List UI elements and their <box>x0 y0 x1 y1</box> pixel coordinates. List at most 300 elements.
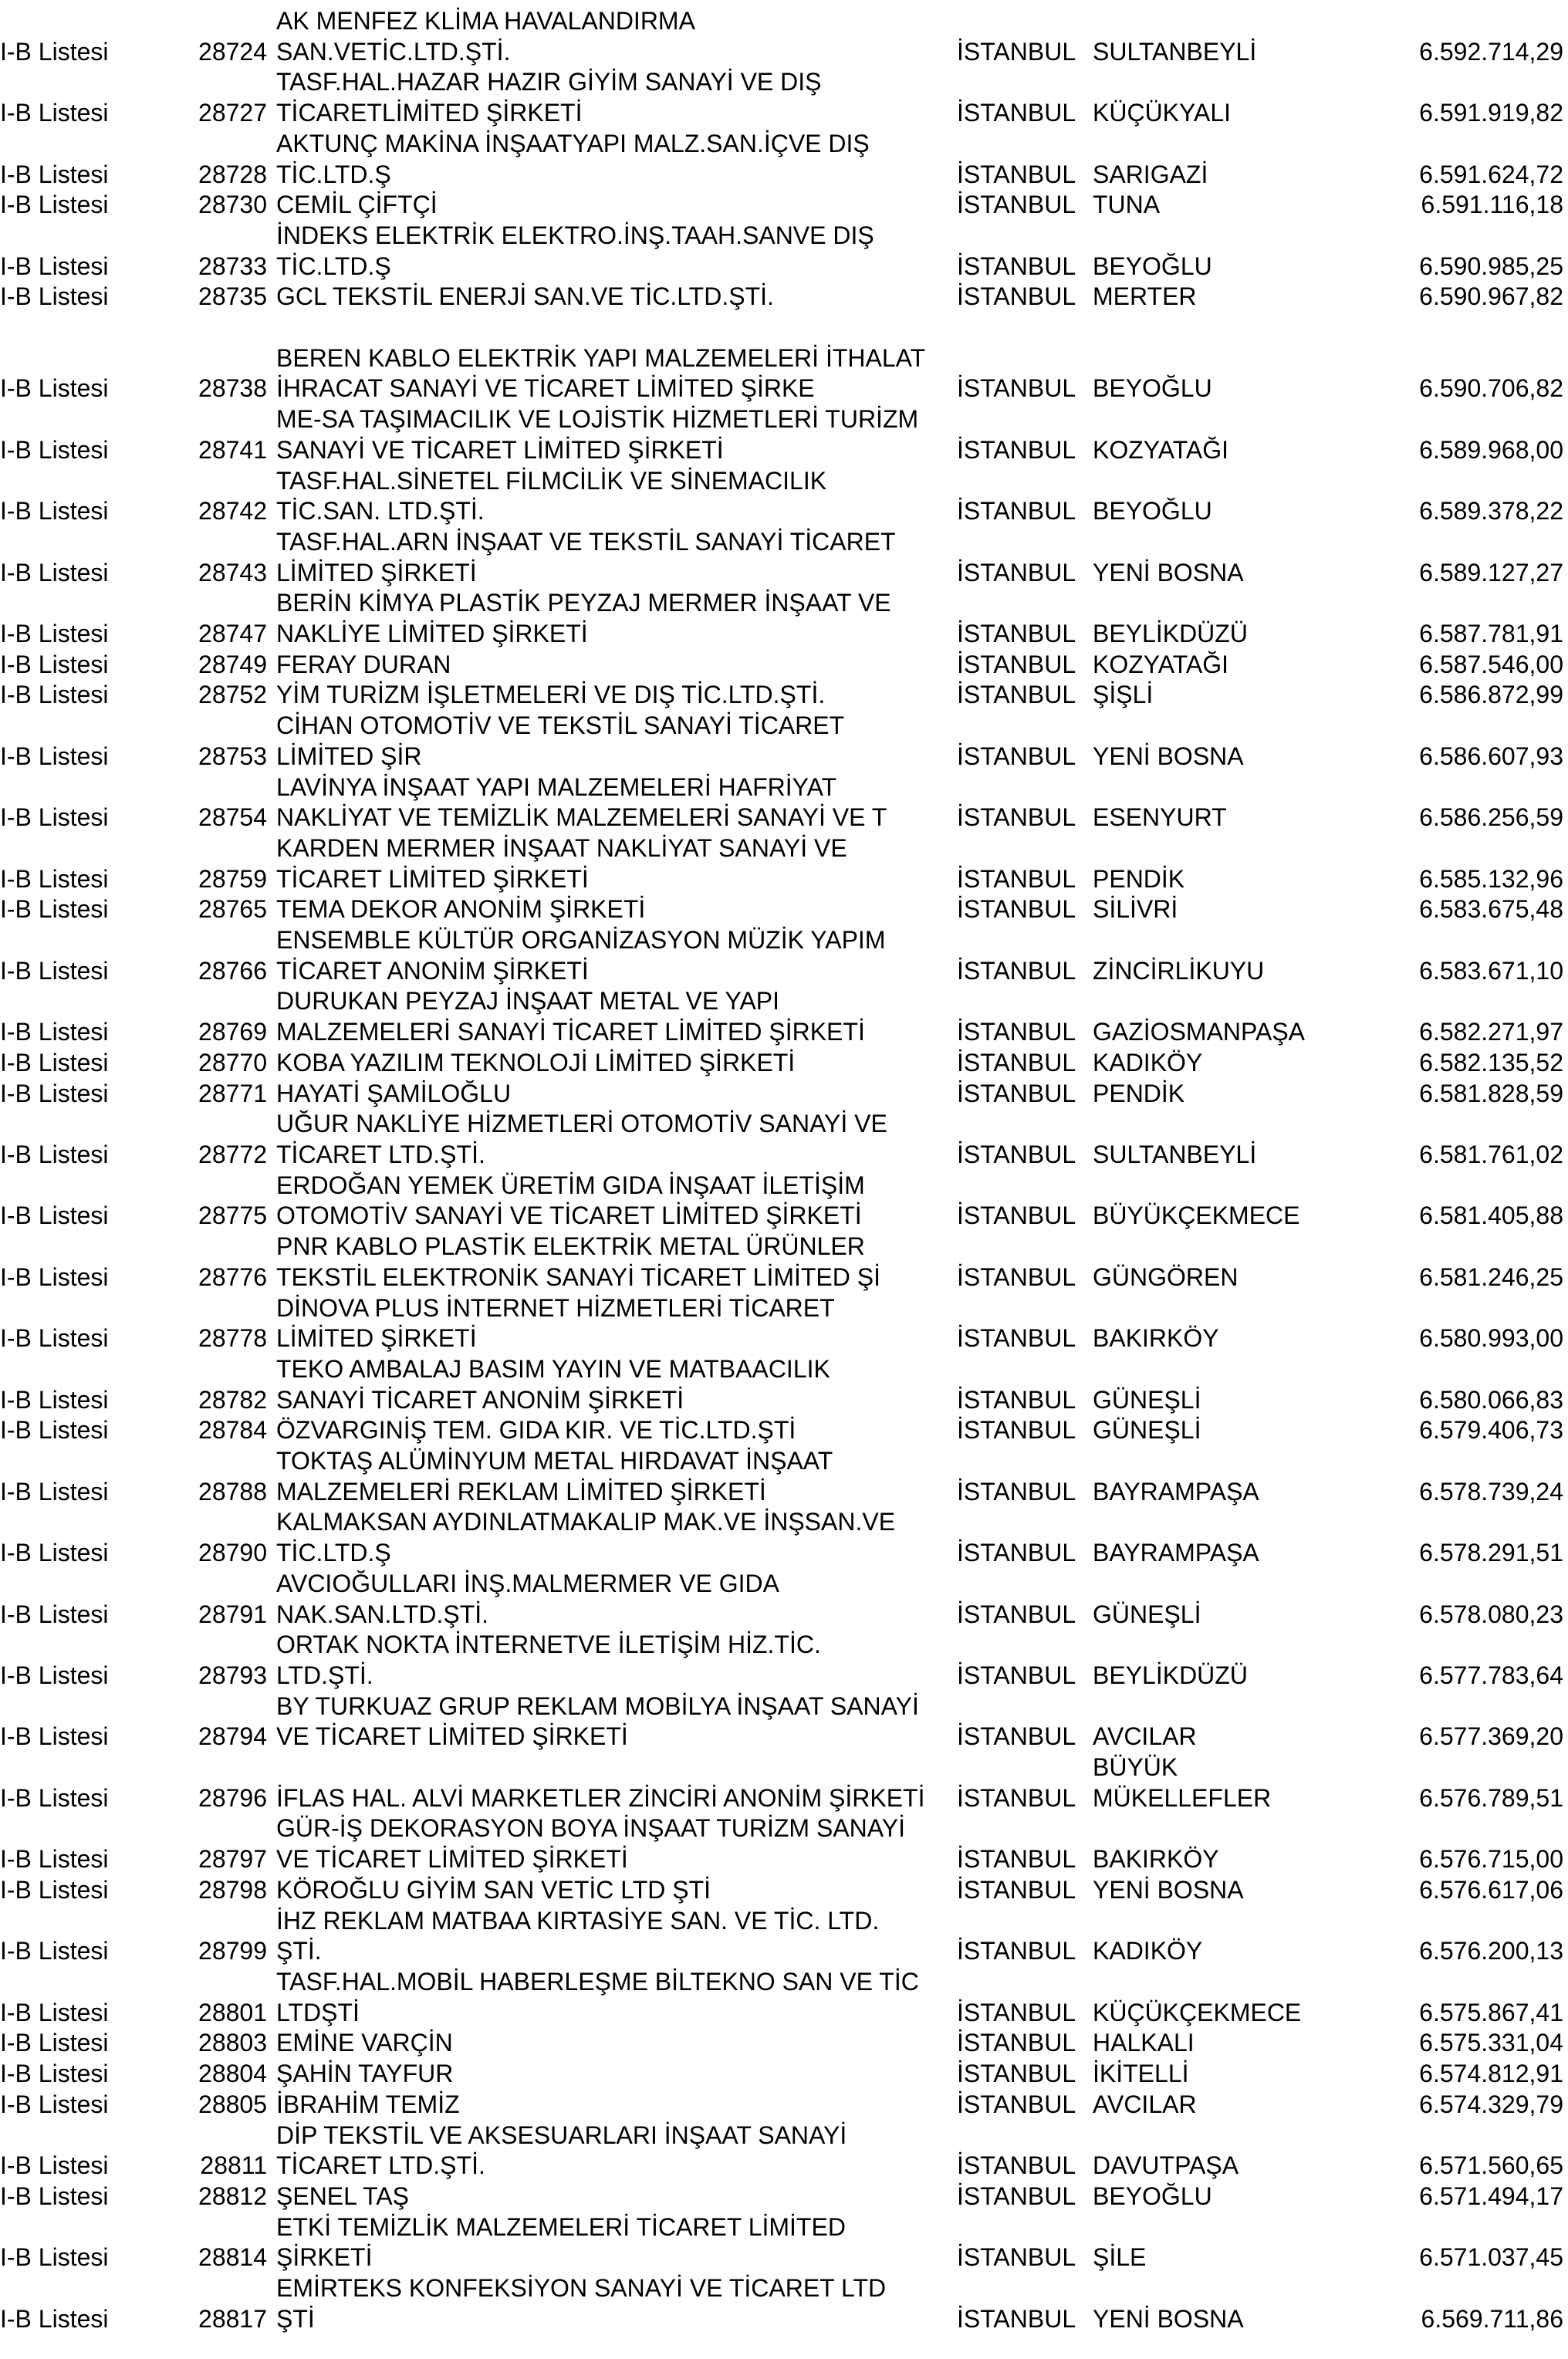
district-cell <box>1093 2242 1401 2273</box>
city-cell: İSTANBUL <box>957 1048 1076 1076</box>
district-line: YENİ BOSNA <box>1093 742 1244 770</box>
record-number-cell: 28733 <box>198 252 267 280</box>
district-line: BEYOĞLU <box>1093 497 1212 526</box>
district-cell <box>1093 2090 1401 2121</box>
company-name-line: FERAY DURAN <box>276 650 451 678</box>
list-name-cell: I-B Listesi <box>0 1722 109 1751</box>
city-cell: İSTANBUL <box>957 1262 1076 1291</box>
company-name-line: TEKSTİL ELEKTRONİK SANAYİ TİCARET LİMİTED Şİ <box>276 1262 880 1291</box>
company-name-line: KÖROĞLU GİYİM SAN VETİC LTD ŞTİ <box>276 1875 711 1904</box>
city-cell: İSTANBUL <box>957 1722 1076 1751</box>
list-name-cell: I-B Listesi <box>0 864 109 893</box>
city-cell: İSTANBUL <box>957 956 1076 985</box>
record-row <box>0 282 1568 313</box>
amount-cell: 6.582.271,97 <box>1419 1018 1563 1046</box>
district-cell <box>1093 2059 1401 2090</box>
record-row <box>0 1569 1568 1630</box>
record-number-cell: 28728 <box>198 160 267 188</box>
record-number-cell: 28771 <box>198 1079 267 1107</box>
amount-cell: 6.591.919,82 <box>1419 99 1563 127</box>
record-list <box>0 6 1568 2334</box>
district-line: ZİNCİRLİKUYU <box>1093 956 1265 985</box>
record-row <box>0 1692 1568 1752</box>
list-name-cell: I-B Listesi <box>0 1141 109 1168</box>
city-cell: İSTANBUL <box>957 803 1076 832</box>
company-name-line: TOKTAŞ ALÜMİNYUM METAL HIRDAVAT İNŞAAT <box>276 1447 833 1475</box>
city-cell: İSTANBUL <box>957 282 1076 311</box>
district-line: MERTER <box>1093 282 1197 311</box>
record-number-cell: 28778 <box>198 1324 267 1353</box>
amount-cell: 6.590.967,82 <box>1419 282 1563 311</box>
city-cell: İSTANBUL <box>957 2060 1076 2088</box>
record-row <box>0 190 1568 221</box>
company-name-line: ERDOĞAN YEMEK ÜRETİM GIDA İNŞAAT İLETİŞİM <box>276 1171 865 1199</box>
company-name-line: TİC.LTD.Ş <box>276 252 391 280</box>
amount-cell: 6.576.617,06 <box>1419 1875 1563 1904</box>
record-number-cell: 28738 <box>198 374 267 403</box>
city-cell: İSTANBUL <box>957 1600 1076 1628</box>
city-cell: İSTANBUL <box>957 1324 1076 1353</box>
record-number-cell: 28788 <box>198 1477 267 1506</box>
list-name-cell: I-B Listesi <box>0 282 109 311</box>
district-line: BAKIRKÖY <box>1093 1845 1219 1874</box>
district-cell <box>1093 1079 1401 1110</box>
record-number-cell: 28759 <box>198 864 267 893</box>
company-name-line: TİCARET LİMİTED ŞİRKETİ <box>276 864 589 893</box>
district-line: BAKIRKÖY <box>1093 1324 1219 1353</box>
district-cell <box>1093 1998 1401 2029</box>
company-name-line: TEKO AMBALAJ BASIM YAYIN VE MATBAACILIK <box>276 1354 830 1383</box>
company-name-cell <box>267 1692 957 1752</box>
company-name-line: TİC.LTD.Ş <box>276 1539 391 1567</box>
company-name-cell <box>267 1415 957 1446</box>
company-name-cell <box>267 1354 957 1415</box>
company-name-line: BEREN KABLO ELEKTRİK YAPI MALZEMELERİ İTHALAT <box>276 343 926 372</box>
district-line: BEYLİKDÜZÜ <box>1093 1661 1248 1689</box>
district-cell <box>1093 98 1401 129</box>
district-cell <box>1093 1385 1401 1416</box>
city-cell: İSTANBUL <box>957 1018 1076 1046</box>
record-row <box>0 221 1568 282</box>
company-name-line: LTD.ŞTİ. <box>276 1661 373 1689</box>
list-name-cell: I-B Listesi <box>0 742 109 770</box>
district-line: KÜÇÜKYALI <box>1093 99 1232 127</box>
district-line: DAVUTPAŞA <box>1093 2151 1239 2180</box>
company-name-line: TİC.SAN. LTD.ŞTİ. <box>276 497 485 526</box>
company-name-line: AVCIOĞULLARI İNŞ.MALMERMER VE GIDA <box>276 1569 779 1597</box>
city-cell: İSTANBUL <box>957 2029 1076 2057</box>
district-cell <box>1093 190 1401 221</box>
company-name-line: ŞTİ. <box>276 1937 322 1965</box>
district-cell <box>1093 1415 1401 1446</box>
record-number-cell: 28812 <box>198 2182 267 2210</box>
district-line: BAYRAMPAŞA <box>1093 1477 1259 1506</box>
district-cell <box>1093 864 1401 895</box>
company-name-cell <box>267 588 957 649</box>
company-name-cell <box>267 1630 957 1691</box>
company-name-cell <box>267 343 957 404</box>
record-number-cell: 28798 <box>198 1875 267 1904</box>
district-line: BEYOĞLU <box>1093 374 1212 403</box>
record-row <box>0 833 1568 894</box>
record-number-cell: 28799 <box>198 1937 267 1965</box>
city-cell: İSTANBUL <box>957 2151 1076 2180</box>
city-cell: İSTANBUL <box>957 2243 1076 2272</box>
company-name-cell <box>267 925 957 986</box>
city-cell: İSTANBUL <box>957 1661 1076 1689</box>
record-number-cell: 28775 <box>198 1201 267 1230</box>
district-line: ESENYURT <box>1093 803 1227 832</box>
district-cell <box>1093 680 1401 711</box>
district-line: BAYRAMPAŞA <box>1093 1539 1259 1567</box>
company-name-cell <box>267 1171 957 1232</box>
record-number-cell: 28817 <box>198 2304 267 2333</box>
district-line: SİLİVRİ <box>1093 895 1178 924</box>
city-cell: İSTANBUL <box>957 2304 1076 2333</box>
list-name-cell: I-B Listesi <box>0 191 109 219</box>
city-cell: İSTANBUL <box>957 252 1076 280</box>
record-number-cell: 28752 <box>198 681 267 709</box>
district-line: YENİ BOSNA <box>1093 1875 1244 1904</box>
company-name-line: KARDEN MERMER İNŞAAT NAKLİYAT SANAYİ VE <box>276 833 847 862</box>
company-name-line: ENSEMBLE KÜLTÜR ORGANİZASYON MÜZİK YAPIM <box>276 926 886 955</box>
list-name-cell: I-B Listesi <box>0 2090 109 2118</box>
amount-cell: 6.591.116,18 <box>1421 191 1563 219</box>
company-name-line: İHZ REKLAM MATBAA KIRTASİYE SAN. VE TİC. LTD. <box>276 1906 880 1935</box>
company-name-cell <box>267 2182 957 2212</box>
company-name-line: BY TURKUAZ GRUP REKLAM MOBİLYA İNŞAAT SANAYİ <box>276 1692 919 1720</box>
company-name-line: PNR KABLO PLASTİK ELEKTRİK METAL ÜRÜNLER <box>276 1232 865 1261</box>
record-number-cell: 28782 <box>198 1385 267 1414</box>
company-name-line: TASF.HAL.MOBİL HABERLEŞME BİLTEKNO SAN VE TİC <box>276 1967 919 1996</box>
district-cell <box>1093 1844 1401 1875</box>
city-cell: İSTANBUL <box>957 191 1076 219</box>
amount-cell: 6.583.675,48 <box>1419 895 1563 924</box>
company-name-line: İFLAS HAL. ALVİ MARKETLER ZİNCİRİ ANONİM ŞİRKETİ <box>276 1783 925 1812</box>
city-cell: İSTANBUL <box>957 2182 1076 2210</box>
company-name-cell <box>267 6 957 67</box>
list-name-cell: I-B Listesi <box>0 1600 109 1628</box>
company-name-line: ORTAK NOKTA İNTERNETVE İLETİŞİM HİZ.TİC. <box>276 1631 821 1659</box>
record-row <box>0 1875 1568 1906</box>
amount-cell: 6.571.494,17 <box>1419 2182 1563 2210</box>
amount-cell: 6.586.256,59 <box>1419 803 1563 832</box>
company-name-line: ME-SA TAŞIMACILIK VE LOJİSTİK HİZMETLERİ TURİZM <box>276 405 919 434</box>
amount-cell: 6.581.761,02 <box>1419 1141 1563 1168</box>
district-line: HALKALI <box>1093 2029 1195 2057</box>
district-cell <box>1093 1140 1401 1171</box>
company-name-cell <box>267 129 957 190</box>
record-number-cell: 28804 <box>198 2060 267 2088</box>
district-line: MÜKELLEFLER <box>1093 1783 1272 1812</box>
amount-cell: 6.575.331,04 <box>1419 2029 1563 2057</box>
company-name-line: MALZEMELERİ SANAYİ TİCARET LİMİTED ŞİRKETİ <box>276 1018 865 1046</box>
company-name-cell <box>267 2212 957 2273</box>
list-name-cell: I-B Listesi <box>0 1201 109 1230</box>
city-cell: İSTANBUL <box>957 1845 1076 1874</box>
district-cell <box>1093 956 1401 987</box>
company-name-cell <box>267 282 957 313</box>
record-row <box>0 1415 1568 1446</box>
company-name-line: ÖZVARGINİŞ TEM. GIDA KIR. VE TİC.LTD.ŞTİ <box>276 1416 796 1445</box>
record-number-cell: 28727 <box>198 99 267 127</box>
record-row <box>0 527 1568 588</box>
company-name-cell <box>267 190 957 221</box>
record-number-cell: 28803 <box>198 2029 267 2057</box>
record-row <box>0 343 1568 404</box>
list-name-cell: I-B Listesi <box>0 2060 109 2088</box>
city-cell: İSTANBUL <box>957 435 1076 464</box>
company-name-cell <box>267 1079 957 1110</box>
record-row <box>0 2182 1568 2212</box>
district-cell <box>1093 1323 1401 1354</box>
company-name-cell <box>267 2059 957 2090</box>
company-name-cell <box>267 772 957 833</box>
record-row <box>0 466 1568 527</box>
record-row <box>0 650 1568 681</box>
company-name-cell <box>267 650 957 681</box>
list-name-cell: I-B Listesi <box>0 2304 109 2333</box>
company-name-cell <box>267 1569 957 1630</box>
city-cell: İSTANBUL <box>957 1875 1076 1904</box>
city-cell: İSTANBUL <box>957 1539 1076 1567</box>
company-name-line: LAVİNYA İNŞAAT YAPI MALZEMELERİ HAFRİYAT <box>276 772 837 801</box>
company-name-cell <box>267 711 957 772</box>
city-cell: İSTANBUL <box>957 374 1076 403</box>
company-name-cell <box>267 466 957 527</box>
company-name-line: İBRAHİM TEMİZ <box>276 2090 460 2118</box>
company-name-cell <box>267 833 957 894</box>
company-name-line: HAYATİ ŞAMİLOĞLU <box>276 1079 512 1107</box>
district-line: BÜYÜKÇEKMECE <box>1093 1201 1300 1230</box>
list-name-cell: I-B Listesi <box>0 1079 109 1107</box>
city-cell: İSTANBUL <box>957 1783 1076 1812</box>
list-name-cell: I-B Listesi <box>0 1385 109 1414</box>
company-name-line: NAK.SAN.LTD.ŞTİ. <box>276 1600 489 1628</box>
company-name-line: EMİNE VARÇİN <box>276 2029 453 2057</box>
record-number-cell: 28747 <box>198 620 267 648</box>
district-cell <box>1093 1875 1401 1906</box>
amount-cell: 6.578.080,23 <box>1419 1600 1563 1628</box>
record-number-cell: 28769 <box>198 1018 267 1046</box>
company-name-cell <box>267 2090 957 2121</box>
amount-cell: 6.578.291,51 <box>1419 1539 1563 1567</box>
record-row <box>0 1967 1568 2028</box>
company-name-line: ŞİRKETİ <box>276 2243 373 2272</box>
district-cell <box>1093 1722 1401 1752</box>
district-cell <box>1093 1017 1401 1048</box>
record-number-cell: 28735 <box>198 282 267 311</box>
amount-cell: 6.590.706,82 <box>1419 374 1563 403</box>
city-cell: İSTANBUL <box>957 1937 1076 1965</box>
city-cell: İSTANBUL <box>957 620 1076 648</box>
company-name-line: YİM TURİZM İŞLETMELERİ VE DIŞ TİC.LTD.ŞTİ. <box>276 681 826 709</box>
company-name-line: MALZEMELERİ REKLAM LİMİTED ŞİRKETİ <box>276 1477 766 1506</box>
company-name-line: AKTUNÇ MAKİNA İNŞAATYAPI MALZ.SAN.İÇVE DIŞ <box>276 129 870 157</box>
district-line: AVCILAR <box>1093 2090 1197 2118</box>
city-cell: İSTANBUL <box>957 160 1076 188</box>
amount-cell: 6.581.405,88 <box>1419 1201 1563 1230</box>
list-name-cell: I-B Listesi <box>0 2151 109 2180</box>
company-name-line: VE TİCARET LİMİTED ŞİRKETİ <box>276 1845 628 1874</box>
record-number-cell: 28793 <box>198 1661 267 1689</box>
record-number-cell: 28791 <box>198 1600 267 1628</box>
company-name-line: TİCARET LTD.ŞTİ. <box>276 1141 485 1168</box>
record-row <box>0 1752 1568 1813</box>
company-name-line: OTOMOTİV SANAYİ VE TİCARET LİMİTED ŞİRKETİ <box>276 1201 862 1230</box>
district-line: GÜNEŞLİ <box>1093 1416 1201 1445</box>
record-row <box>0 2028 1568 2059</box>
amount-cell: 6.589.378,22 <box>1419 497 1563 526</box>
company-name-cell <box>267 2121 957 2182</box>
district-cell <box>1093 252 1401 282</box>
company-name-line: SANAYİ VE TİCARET LİMİTED ŞİRKETİ <box>276 435 724 464</box>
record-number-cell: 28794 <box>198 1722 267 1751</box>
amount-cell: 6.585.132,96 <box>1419 864 1563 893</box>
district-cell <box>1093 2182 1401 2212</box>
list-name-cell: I-B Listesi <box>0 2029 109 2057</box>
company-name-cell <box>267 1109 957 1170</box>
record-number-cell: 28754 <box>198 803 267 832</box>
city-cell: İSTANBUL <box>957 37 1076 66</box>
amount-cell: 6.569.711,86 <box>1421 2304 1563 2333</box>
amount-cell: 6.580.066,83 <box>1419 1385 1563 1414</box>
amount-cell: 6.586.607,93 <box>1419 742 1563 770</box>
district-cell <box>1093 1201 1401 1232</box>
district-cell <box>1093 1048 1401 1079</box>
city-cell: İSTANBUL <box>957 1141 1076 1168</box>
record-number-cell: 28741 <box>198 435 267 464</box>
record-number-cell: 28797 <box>198 1845 267 1874</box>
district-cell <box>1093 496 1401 527</box>
record-row <box>0 1232 1568 1293</box>
record-row <box>0 680 1568 711</box>
district-cell <box>1093 803 1401 833</box>
city-cell: İSTANBUL <box>957 742 1076 770</box>
company-name-cell <box>267 1875 957 1906</box>
company-name-cell <box>267 1446 957 1507</box>
record-number-cell: 28730 <box>198 191 267 219</box>
list-name-cell: I-B Listesi <box>0 1875 109 1904</box>
record-row <box>0 1079 1568 1110</box>
district-line: KOZYATAĞI <box>1093 650 1229 678</box>
company-name-line: DURUKAN PEYZAJ İNŞAAT METAL VE YAPI <box>276 987 780 1016</box>
company-name-line: DİP TEKSTİL VE AKSESUARLARI İNŞAAT SANAYİ <box>276 2121 847 2149</box>
list-name-cell: I-B Listesi <box>0 160 109 188</box>
company-name-line: TASF.HAL.SİNETEL FİLMCİLİK VE SİNEMACILIK <box>276 466 827 495</box>
district-line: SULTANBEYLİ <box>1093 37 1257 66</box>
district-cell <box>1093 160 1401 191</box>
record-row <box>0 1630 1568 1691</box>
company-name-cell <box>267 1783 957 1814</box>
amount-cell: 6.576.200,13 <box>1419 1937 1563 1965</box>
district-cell <box>1093 282 1401 313</box>
list-name-cell: I-B Listesi <box>0 1845 109 1874</box>
amount-cell: 6.589.127,27 <box>1419 558 1563 586</box>
record-row <box>0 1507 1568 1568</box>
amount-cell: 6.581.246,25 <box>1419 1262 1563 1291</box>
list-name-cell: I-B Listesi <box>0 620 109 648</box>
list-name-cell: I-B Listesi <box>0 1998 109 2026</box>
district-cell <box>1093 619 1401 650</box>
company-name-line: GÜR-İŞ DEKORASYON BOYA İNŞAAT TURİZM SANAYİ <box>276 1814 905 1843</box>
record-row <box>0 1354 1568 1415</box>
record-number-cell: 28772 <box>198 1141 267 1168</box>
district-cell <box>1093 373 1401 404</box>
record-row <box>0 404 1568 465</box>
list-name-cell: I-B Listesi <box>0 558 109 586</box>
record-row <box>0 711 1568 772</box>
company-name-line: ETKİ TEMİZLİK MALZEMELERİ TİCARET LİMİTED <box>276 2212 846 2241</box>
district-line: KOZYATAĞI <box>1093 435 1229 464</box>
amount-cell: 6.583.671,10 <box>1419 956 1563 985</box>
record-row <box>0 2059 1568 2090</box>
city-cell: İSTANBUL <box>957 1201 1076 1230</box>
company-name-cell <box>267 221 957 282</box>
record-number-cell: 28814 <box>198 2243 267 2272</box>
list-name-cell: I-B Listesi <box>0 37 109 66</box>
city-cell: İSTANBUL <box>957 1998 1076 2026</box>
city-cell: İSTANBUL <box>957 99 1076 127</box>
district-line: BEYOĞLU <box>1093 252 1212 280</box>
district-line: SULTANBEYLİ <box>1093 1141 1257 1168</box>
record-number-cell: 28805 <box>198 2090 267 2118</box>
district-line: KADIKÖY <box>1093 1048 1203 1076</box>
record-row <box>0 986 1568 1047</box>
company-name-line: TİC.LTD.Ş <box>276 160 391 188</box>
company-name-line: SANAYİ TİCARET ANONİM ŞİRKETİ <box>276 1385 684 1414</box>
company-name-cell <box>267 1813 957 1874</box>
amount-cell: 6.587.546,00 <box>1419 650 1563 678</box>
district-cell <box>1093 1262 1401 1293</box>
company-name-cell <box>267 680 957 711</box>
district-cell <box>1093 2151 1401 2182</box>
amount-cell: 6.579.406,73 <box>1419 1416 1563 1445</box>
company-name-line: ŞAHİN TAYFUR <box>276 2060 454 2088</box>
company-name-cell <box>267 1293 957 1354</box>
record-row <box>0 1171 1568 1232</box>
company-name-line: CİHAN OTOMOTİV VE TEKSTİL SANAYİ TİCARET <box>276 711 845 740</box>
city-cell: İSTANBUL <box>957 2090 1076 2118</box>
list-name-cell: I-B Listesi <box>0 497 109 526</box>
record-row <box>0 2121 1568 2182</box>
amount-cell: 6.587.781,91 <box>1419 620 1563 648</box>
list-name-cell: I-B Listesi <box>0 956 109 985</box>
company-name-cell <box>267 986 957 1047</box>
district-line: BEYOĞLU <box>1093 2182 1212 2210</box>
record-number-cell: 28790 <box>198 1539 267 1567</box>
record-row <box>0 1109 1568 1170</box>
list-name-cell: I-B Listesi <box>0 1048 109 1076</box>
record-number-cell: 28742 <box>198 497 267 526</box>
company-name-line: LİMİTED ŞİR <box>276 742 422 770</box>
company-name-line: AK MENFEZ KLİMA HAVALANDIRMA <box>276 7 695 35</box>
list-name-cell: I-B Listesi <box>0 895 109 924</box>
amount-cell: 6.581.828,59 <box>1419 1079 1563 1107</box>
amount-cell: 6.577.783,64 <box>1419 1661 1563 1689</box>
list-name-cell: I-B Listesi <box>0 1783 109 1812</box>
district-cell <box>1093 435 1401 466</box>
district-cell <box>1093 894 1401 925</box>
district-cell <box>1093 1661 1401 1692</box>
district-line: PENDİK <box>1093 864 1185 893</box>
district-cell <box>1093 2028 1401 2059</box>
district-line: GAZİOSMANPAŞA <box>1093 1018 1306 1046</box>
district-cell <box>1093 1538 1401 1569</box>
record-row <box>0 588 1568 649</box>
company-name-line: TİCARETLİMİTED ŞİRKETİ <box>276 99 583 127</box>
district-line: AVCILAR <box>1093 1722 1197 1751</box>
